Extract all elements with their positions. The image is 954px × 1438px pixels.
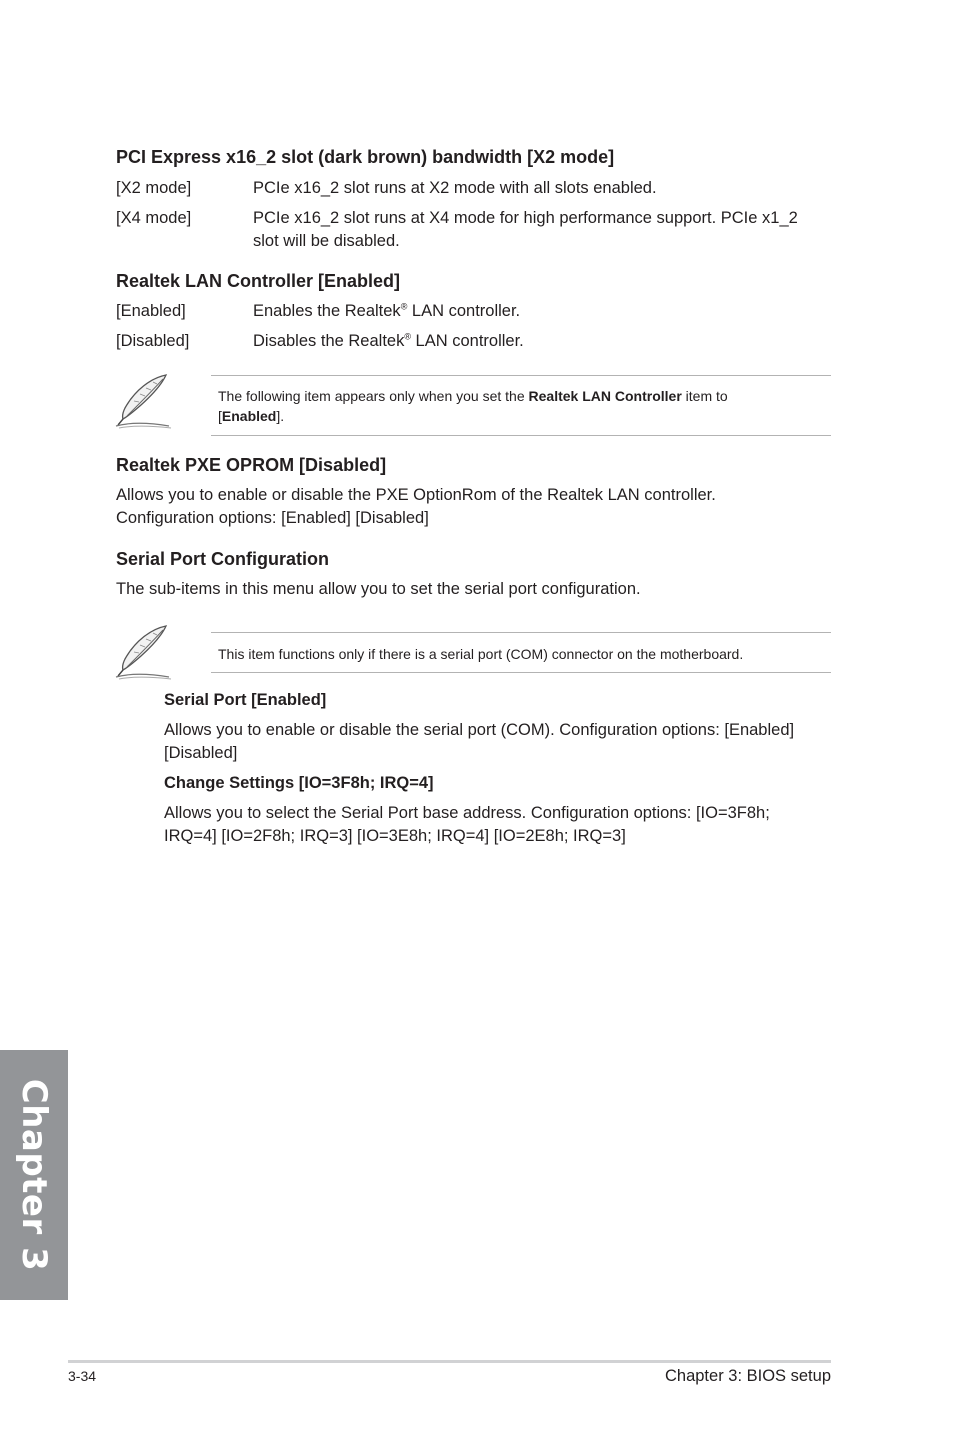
chapter-side-tab-label: Chapter 3 [14, 1078, 54, 1272]
serial-desc: The sub-items in this menu allow you to set the serial port configuration. [116, 580, 641, 598]
change-settings-desc-line1: Allows you to select the Serial Port base address. Configuration options: [IO=3F8h; [164, 804, 770, 822]
pci-option-x2-desc: PCIe x16_2 slot runs at X2 mode with all slots enabled. [253, 179, 657, 197]
note-top-rule [211, 632, 831, 633]
pxe-desc-line1: Allows you to enable or disable the PXE OptionRom of the Realtek LAN controller. [116, 486, 716, 504]
note-text: The following item appears only when you set the Realtek LAN Controller item to [Enabled]. [218, 388, 728, 424]
pci-option-x4-desc-line2: slot will be disabled. [253, 232, 400, 250]
pci-heading: PCI Express x16_2 slot (dark brown) bandwidth [X2 mode] [116, 147, 615, 167]
chapter-side-tab [0, 1050, 68, 1300]
lan-option-enabled: [Enabled] [116, 302, 186, 320]
serial-heading: Serial Port Configuration [116, 549, 330, 569]
pen-note-icon [113, 623, 175, 681]
change-settings-heading: Change Settings [IO=3F8h; IRQ=4] [164, 774, 434, 792]
pci-option-x2: [X2 mode] [116, 179, 192, 197]
pxe-desc-line2: Configuration options: [Enabled] [Disabled] [116, 509, 429, 527]
footer-chapter-title: Chapter 3: BIOS setup [664, 1367, 831, 1385]
pci-option-x4: [X4 mode] [116, 209, 192, 227]
footer-rule [68, 1360, 831, 1363]
serial-port-desc-line2: [Disabled] [164, 744, 238, 762]
pci-option-x4-desc-line1: PCIe x16_2 slot runs at X4 mode for high performance support. PCIe x1_2 [253, 209, 798, 227]
note-bottom-rule [211, 435, 831, 436]
note-bottom-rule [211, 672, 831, 673]
pen-note-icon [113, 372, 175, 430]
note-text: This item functions only if there is a serial port (COM) connector on the motherboard. [218, 646, 744, 662]
note-top-rule [211, 375, 831, 376]
change-settings-desc-line2: IRQ=4] [IO=2F8h; IRQ=3] [IO=3E8h; IRQ=4] [IO=2E8h; IRQ=3] [164, 827, 626, 845]
lan-option-disabled-desc: Disables the Realtek® LAN controller. [253, 331, 524, 350]
lan-heading: Realtek LAN Controller [Enabled] [116, 271, 401, 291]
pxe-heading: Realtek PXE OPROM [Disabled] [116, 455, 387, 475]
page-number: 3-34 [68, 1368, 97, 1384]
lan-option-disabled: [Disabled] [116, 332, 190, 350]
lan-option-enabled-desc: Enables the Realtek® LAN controller. [253, 301, 521, 320]
serial-port-desc-line1: Allows you to enable or disable the serial port (COM). Configuration options: [Enabled] [164, 721, 795, 739]
serial-port-heading: Serial Port [Enabled] [164, 691, 327, 709]
